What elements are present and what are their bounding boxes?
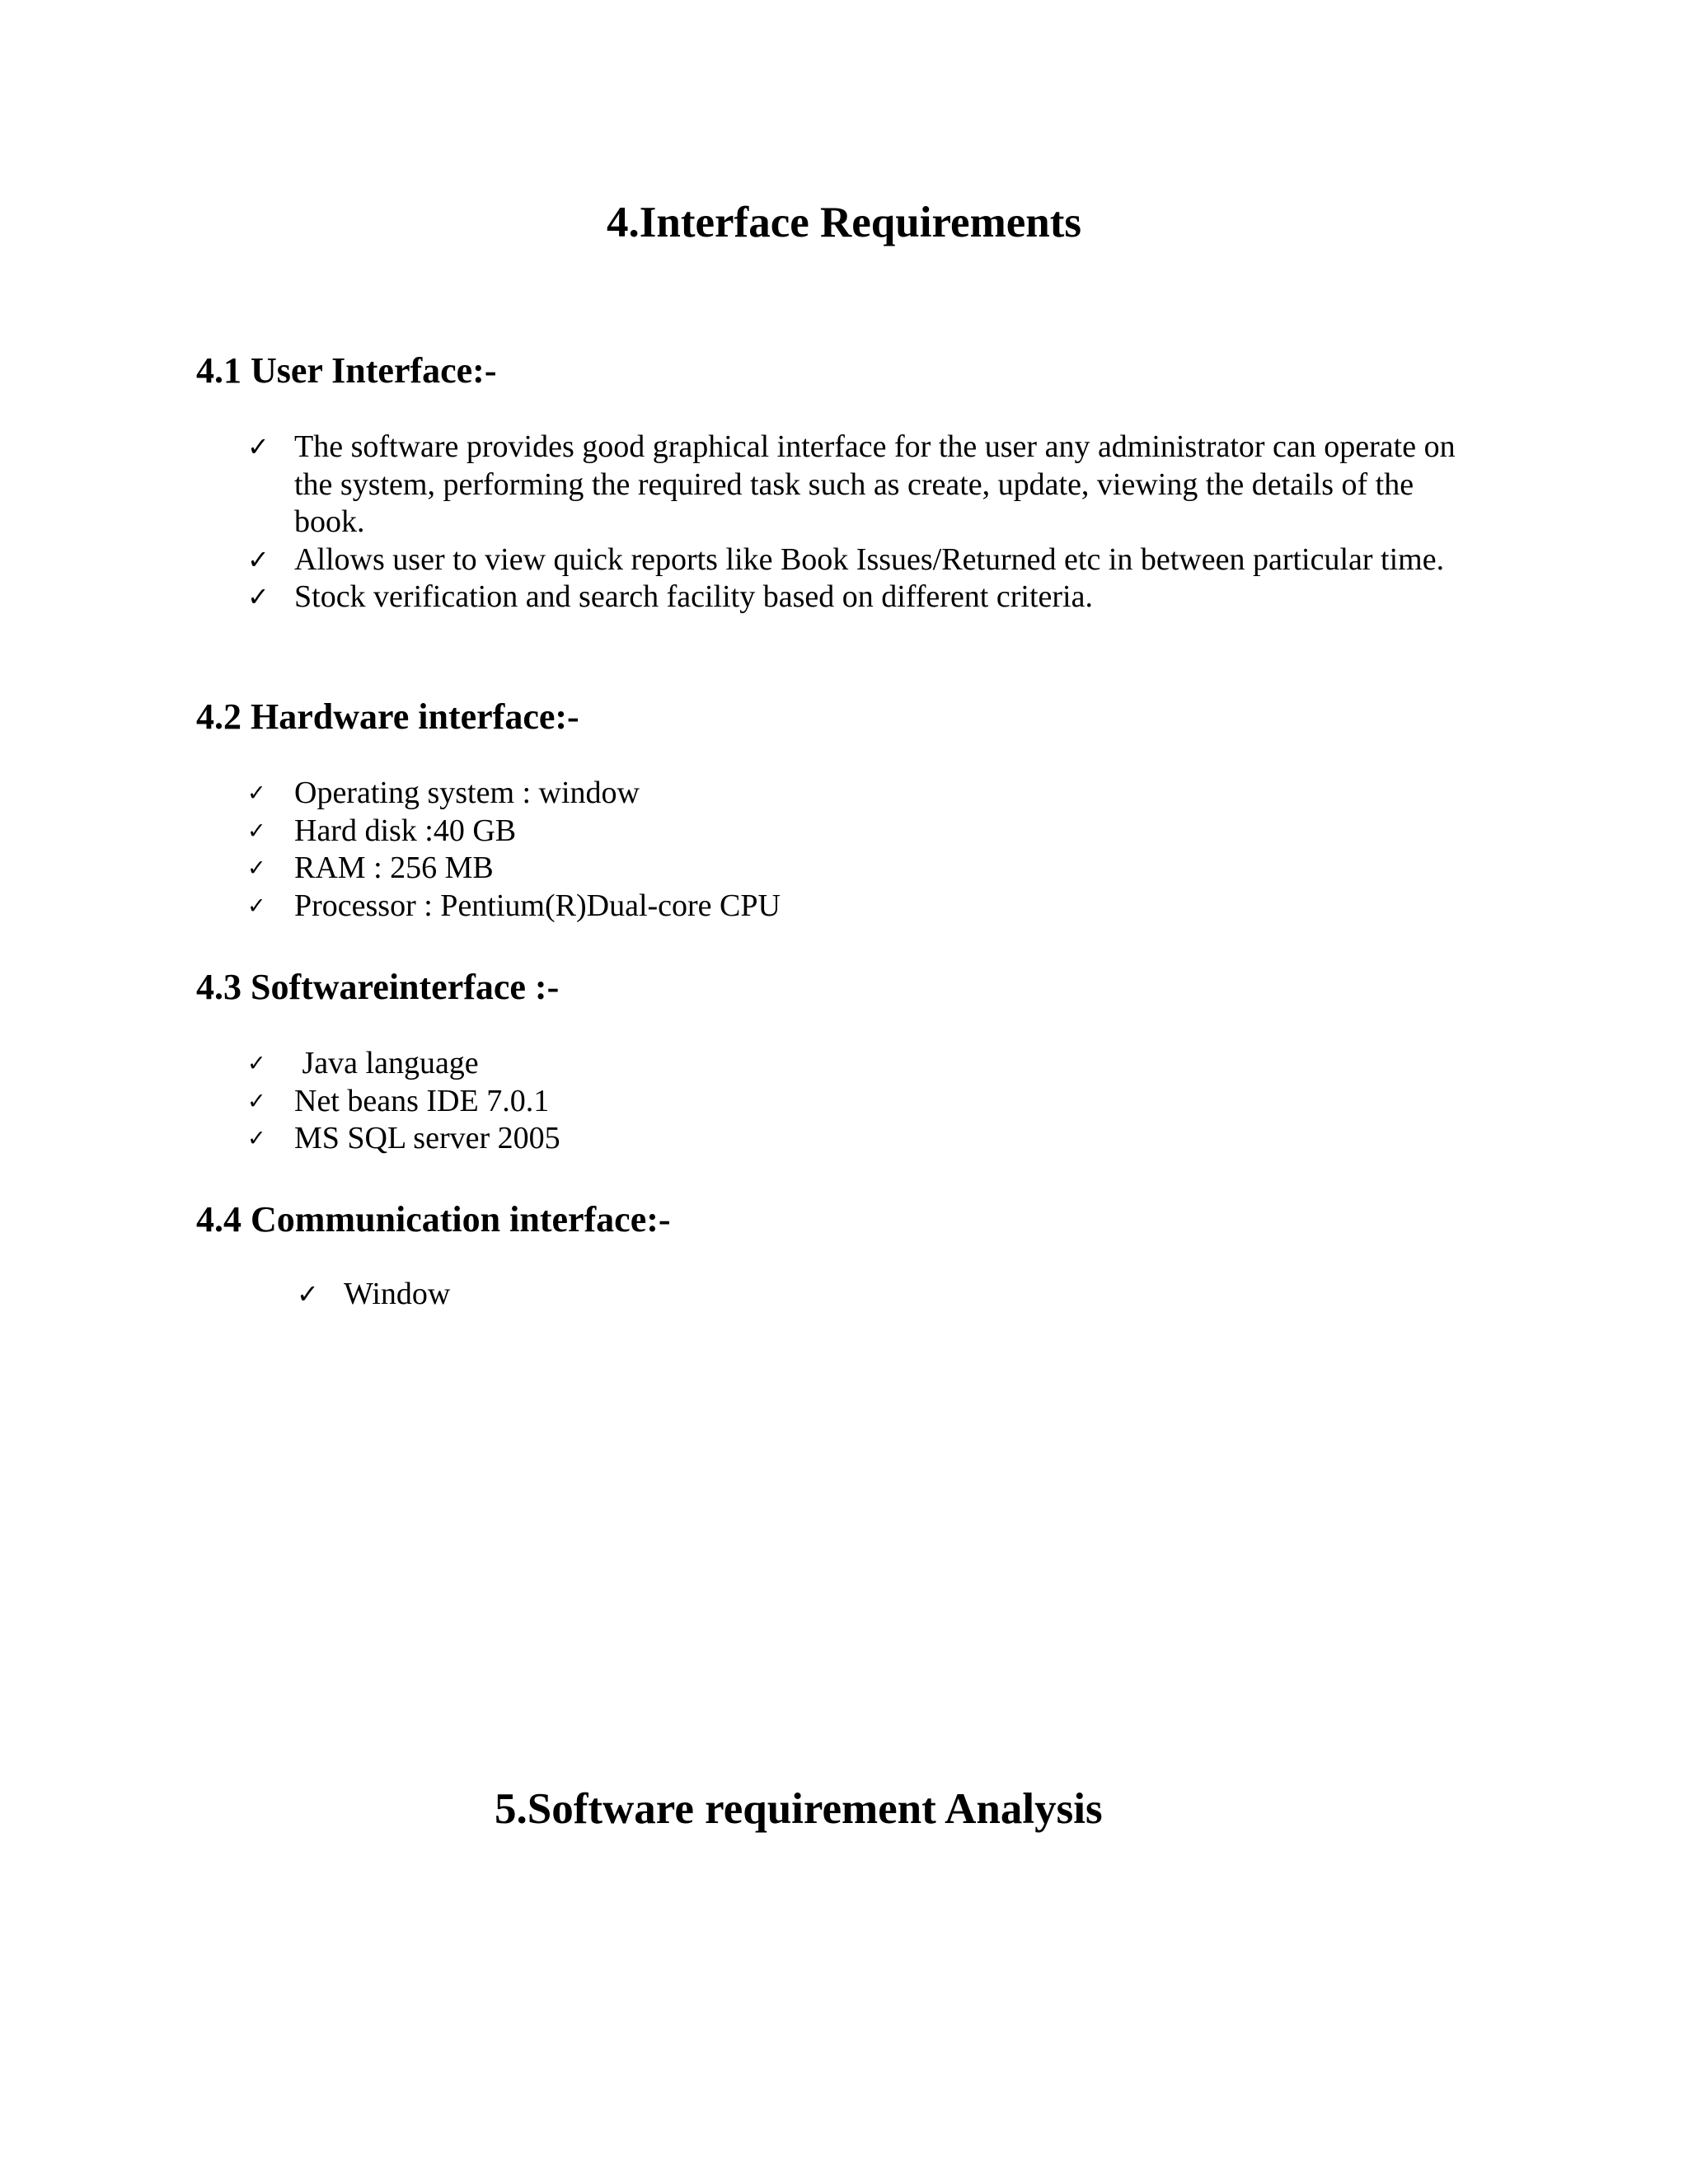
list-item-text: RAM : 256 MB xyxy=(294,851,494,885)
list-item-text: The software provides good graphical interface for the user any administrator can operate on the system, performing the required task such as create, update, viewing the details of the book. xyxy=(294,429,1456,539)
section-heading-user-interface: 4.1 User Interface:- xyxy=(196,350,497,391)
list-item-text: Java language xyxy=(294,1046,479,1080)
list-item-text: Allows user to view quick reports like Book Issues/Returned etc in between particular time. xyxy=(294,541,1445,577)
checkmark-icon: ✓ xyxy=(247,780,266,806)
list-item xyxy=(247,813,1236,851)
checkmark-icon: ✓ xyxy=(247,1126,266,1151)
checkmark-icon: ✓ xyxy=(247,855,266,881)
list-item xyxy=(247,888,1236,926)
checkmark-icon: ✓ xyxy=(247,818,266,844)
list-item xyxy=(247,1045,1236,1083)
list-item-text: Stock verification and search facility based on different criteria. xyxy=(294,579,1093,614)
communication-interface-list xyxy=(297,1276,956,1314)
checkmark-icon: ✓ xyxy=(247,543,270,575)
hardware-interface-list xyxy=(247,775,1236,925)
list-item-text: Hard disk :40 GB xyxy=(294,813,517,848)
section-heading-communication-interface: 4.4 Communication interface:- xyxy=(196,1199,671,1240)
next-section-title: 5.Software requirement Analysis xyxy=(495,1785,1103,1833)
list-item-text: Processor : Pentium(R)Dual-core CPU xyxy=(294,888,781,923)
page-title: 4.Interface Requirements xyxy=(607,199,1081,246)
section-heading-software-interface: 4.3 Softwareinterface :- xyxy=(196,967,560,1007)
list-item-text: MS SQL server 2005 xyxy=(294,1121,560,1155)
checkmark-icon: ✓ xyxy=(247,581,270,612)
checkmark-icon: ✓ xyxy=(247,893,266,919)
software-interface-list xyxy=(247,1045,1236,1158)
list-item xyxy=(247,850,1236,888)
checkmark-icon: ✓ xyxy=(247,1051,266,1076)
list-item xyxy=(297,1276,956,1314)
user-interface-list xyxy=(247,429,1484,616)
checkmark-icon: ✓ xyxy=(247,1088,266,1114)
list-item-text: Operating system : window xyxy=(294,776,640,810)
list-item xyxy=(247,1083,1236,1121)
list-item-text: Net beans IDE 7.0.1 xyxy=(294,1083,550,1118)
list-item xyxy=(247,429,1484,541)
section-heading-hardware-interface: 4.2 Hardware interface:- xyxy=(196,696,579,737)
checkmark-icon: ✓ xyxy=(247,431,270,462)
list-item xyxy=(247,1120,1236,1158)
list-item xyxy=(247,579,1484,616)
list-item-text: Window xyxy=(344,1277,451,1311)
list-item xyxy=(247,775,1236,813)
list-item xyxy=(247,541,1484,579)
checkmark-icon: ✓ xyxy=(297,1278,319,1310)
